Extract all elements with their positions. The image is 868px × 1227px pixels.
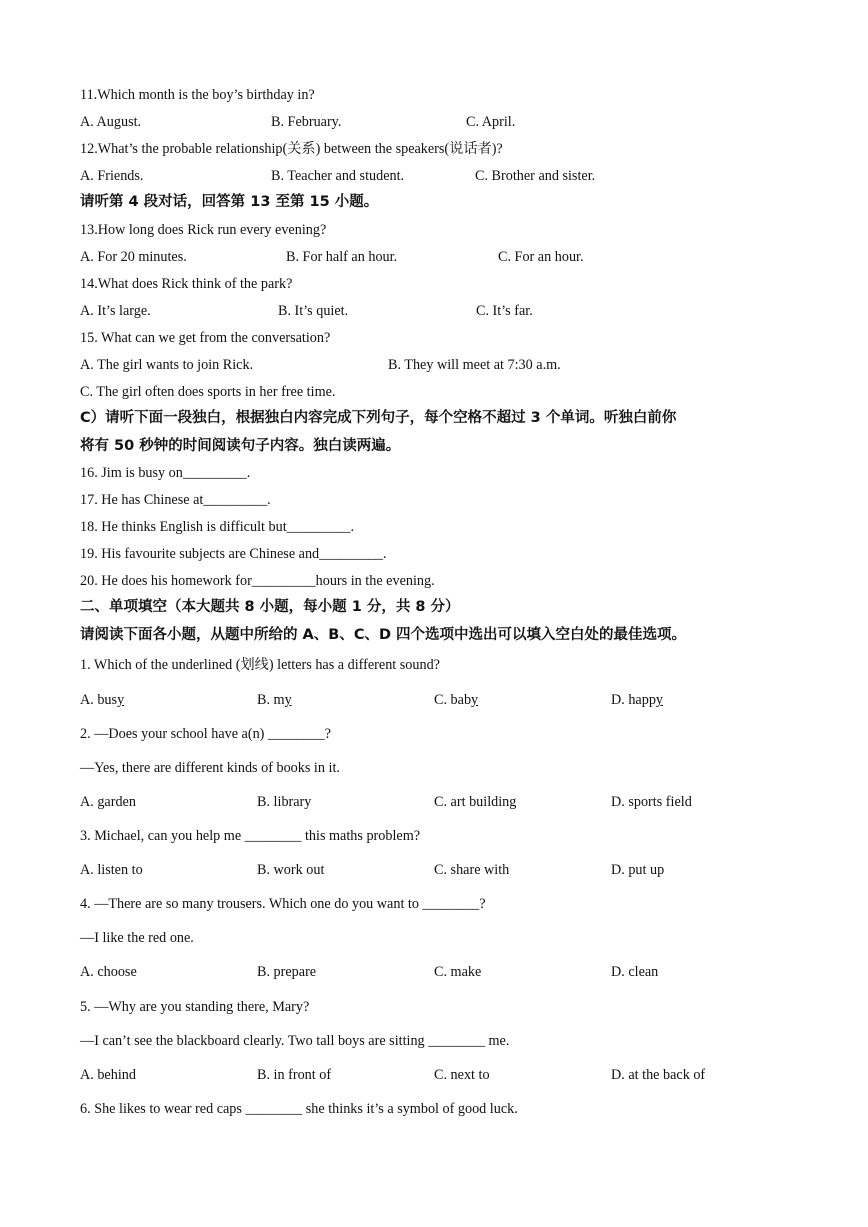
- mc4-option-a: A. choose: [80, 964, 137, 980]
- mc-question-4-reply: —I like the red one.: [80, 930, 194, 946]
- part-2-instruction: 请阅读下面各小题，从题中所给的 A、B、C、D 四个选项中选出可以填入空白处的最佳选项。: [80, 627, 687, 643]
- question-18: 18. He thinks English is difficult but_________.: [80, 519, 355, 535]
- question-17: 17. He has Chinese at_________.: [80, 492, 271, 508]
- question-11: 11.Which month is the boy’s birthday in?: [80, 87, 315, 103]
- q15-option-a: A. The girl wants to join Rick.: [80, 357, 254, 373]
- dialog-4-heading: 请听第 4 段对话，回答第 13 至第 15 小题。: [80, 194, 379, 210]
- mc3-option-b: B. work out: [257, 862, 325, 878]
- q13-option-a: A. For 20 minutes.: [80, 249, 187, 265]
- q12-option-a: A. Friends.: [80, 168, 144, 184]
- mc1-option-a: A. busy: [80, 692, 125, 708]
- q14-option-a: A. It’s large.: [80, 303, 151, 319]
- question-16: 16. Jim is busy on_________.: [80, 465, 251, 481]
- q13-option-c: C. For an hour.: [498, 249, 584, 265]
- mc-question-4: 4. —There are so many trousers. Which one do you want to ________?: [80, 896, 486, 912]
- q12-option-c: C. Brother and sister.: [475, 168, 596, 184]
- mc1-option-d: D. happy: [611, 692, 664, 708]
- q11-option-c: C. April.: [466, 114, 516, 130]
- mc-question-1: 1. Which of the underlined (划线) letters has a different sound?: [80, 657, 440, 673]
- mc4-option-d: D. clean: [611, 964, 659, 980]
- mc2-option-c: C. art building: [434, 794, 517, 810]
- mc5-option-a: A. behind: [80, 1067, 136, 1083]
- mc4-option-c: C. make: [434, 964, 482, 980]
- q15-option-b: B. They will meet at 7:30 a.m.: [388, 357, 561, 373]
- q12-option-b: B. Teacher and student.: [271, 168, 405, 184]
- question-20: 20. He does his homework for_________hours in the evening.: [80, 573, 435, 589]
- part-2-heading: 二、单项填空（本大题共 8 小题，每小题 1 分，共 8 分）: [80, 599, 460, 615]
- q15-option-c: C. The girl often does sports in her free time.: [80, 384, 336, 400]
- q14-option-b: B. It’s quiet.: [278, 303, 349, 319]
- q14-option-c: C. It’s far.: [476, 303, 533, 319]
- mc5-option-b: B. in front of: [257, 1067, 332, 1083]
- q11-option-a: A. August.: [80, 114, 142, 130]
- question-19: 19. His favourite subjects are Chinese and_________.: [80, 546, 387, 562]
- question-13: 13.How long does Rick run every evening?: [80, 222, 327, 238]
- mc2-option-a: A. garden: [80, 794, 136, 810]
- mc-question-3: 3. Michael, can you help me ________ this maths problem?: [80, 828, 421, 844]
- section-c-instruction-line1: C）请听下面一段独白，根据独白内容完成下列句子，每个空格不超过 3 个单词。听独白前你: [80, 410, 677, 426]
- q11-option-b: B. February.: [271, 114, 342, 130]
- mc-question-5-reply: —I can’t see the blackboard clearly. Two tall boys are sitting ________ me.: [80, 1033, 510, 1049]
- section-c-instruction-line2: 将有 50 秒钟的时间阅读句子内容。独白读两遍。: [80, 438, 401, 454]
- mc-question-2-reply: —Yes, there are different kinds of books in it.: [80, 760, 340, 776]
- mc3-option-d: D. put up: [611, 862, 665, 878]
- question-12: 12.What’s the probable relationship(关系) between the speakers(说话者)?: [80, 141, 503, 157]
- question-14: 14.What does Rick think of the park?: [80, 276, 293, 292]
- q13-option-b: B. For half an hour.: [286, 249, 398, 265]
- mc2-option-b: B. library: [257, 794, 312, 810]
- question-15: 15. What can we get from the conversation?: [80, 330, 331, 346]
- mc3-option-c: C. share with: [434, 862, 510, 878]
- mc-question-5: 5. —Why are you standing there, Mary?: [80, 999, 310, 1015]
- mc4-option-b: B. prepare: [257, 964, 317, 980]
- mc2-option-d: D. sports field: [611, 794, 692, 810]
- mc3-option-a: A. listen to: [80, 862, 143, 878]
- mc5-option-d: D. at the back of: [611, 1067, 706, 1083]
- mc5-option-c: C. next to: [434, 1067, 490, 1083]
- mc1-option-c: C. baby: [434, 692, 479, 708]
- mc1-option-b: B. my: [257, 692, 292, 708]
- mc-question-6: 6. She likes to wear red caps ________ she thinks it’s a symbol of good luck.: [80, 1101, 518, 1117]
- mc-question-2: 2. —Does your school have a(n) ________?: [80, 726, 331, 742]
